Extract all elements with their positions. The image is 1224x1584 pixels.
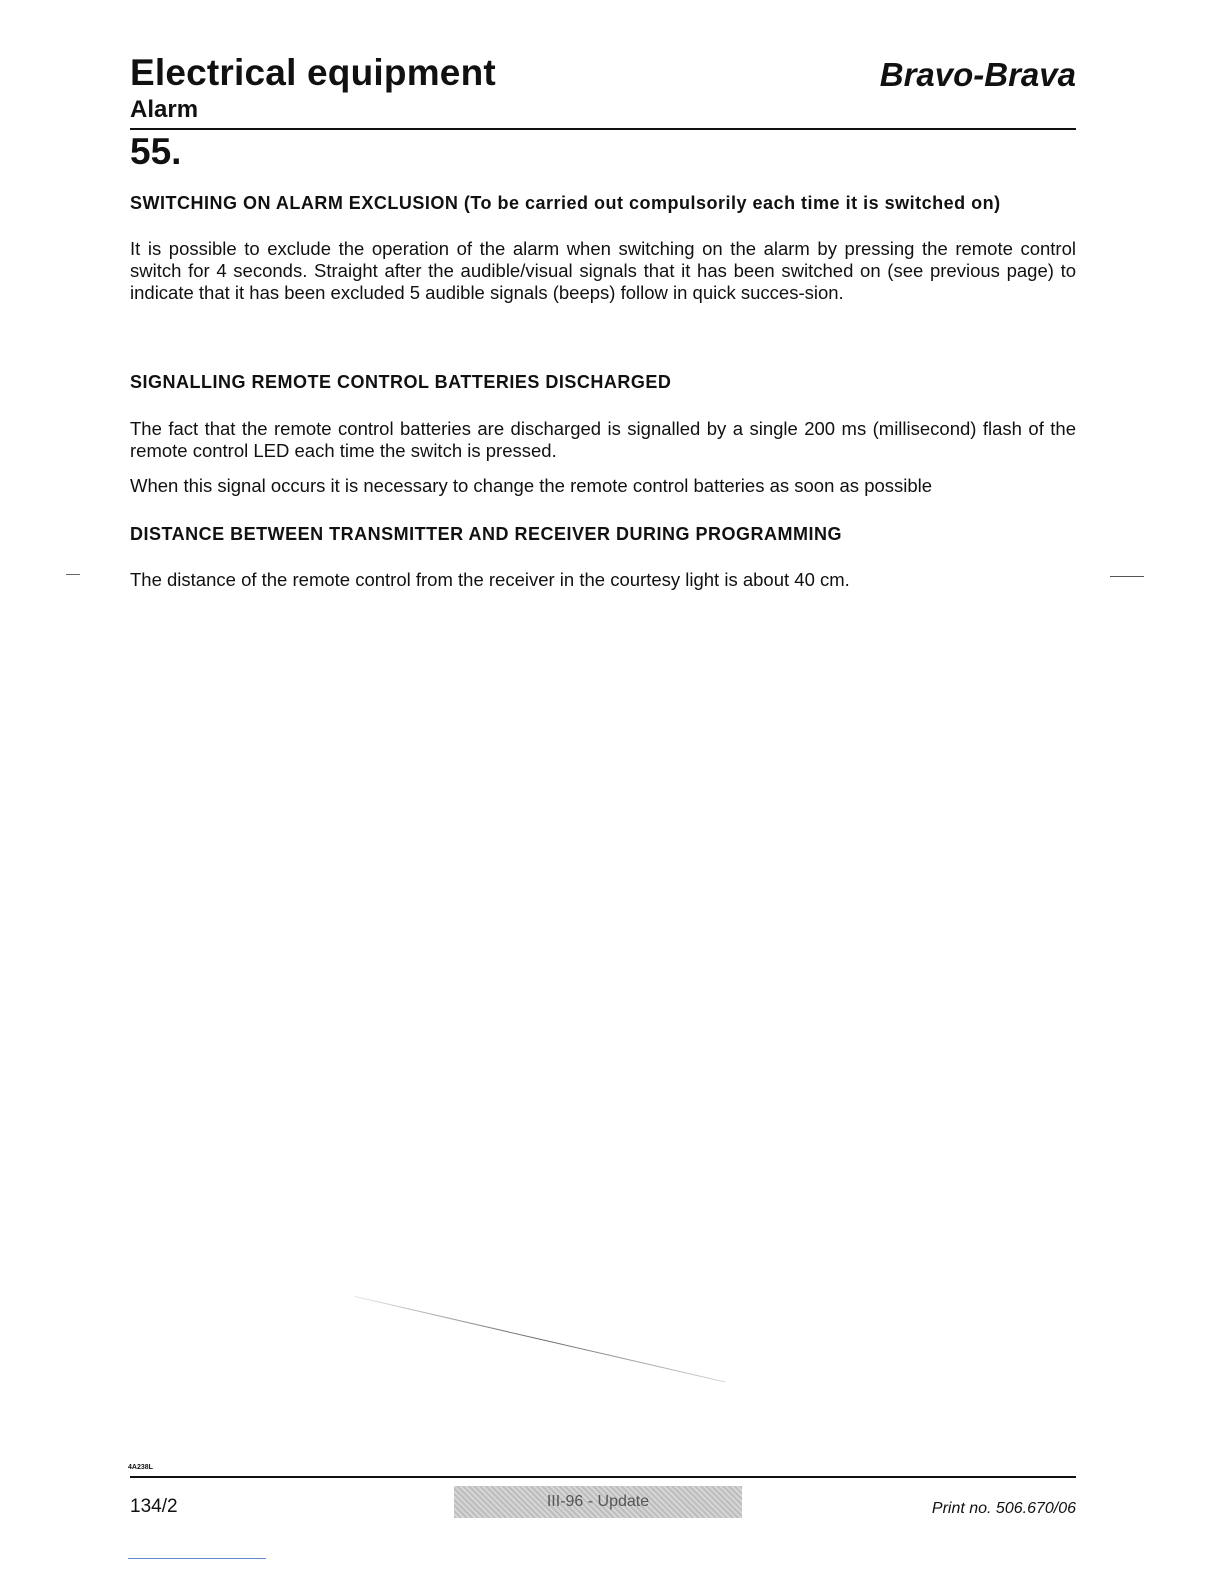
model-name: Bravo-Brava [879, 56, 1076, 93]
scan-artifact-line [355, 1296, 725, 1382]
margin-mark [66, 574, 80, 575]
footer-rule [130, 1476, 1076, 1478]
header-rule [130, 128, 1076, 130]
section-paragraph: It is possible to exclude the operation of the alarm when switching on the alarm by pressing the remote control switch for 4 seconds. Straight after the audible/visual signals that it has been switched on (see previous page) to indicate that it has been excluded 5 audible signals (beeps) follow in quick succes-sion. [130, 238, 1076, 303]
section-heading-batteries: SIGNALLING REMOTE CONTROL BATTERIES DISCHARGED [130, 372, 672, 392]
section-subtitle: Alarm [130, 96, 199, 123]
section-heading-alarm-exclusion: SWITCHING ON ALARM EXCLUSION (To be carried out compulsorily each time it is switched on) [130, 193, 1001, 213]
margin-mark [1110, 576, 1144, 577]
document-title: Electrical equipment [130, 52, 496, 93]
section-paragraph: The fact that the remote control batteries are discharged is signalled by a single 200 ms (millisecond) flash of the remote control LED each time the switch is pressed. [130, 418, 1076, 461]
update-badge [454, 1486, 742, 1518]
section-heading-distance: DISTANCE BETWEEN TRANSMITTER AND RECEIVER DURING PROGRAMMING [130, 524, 843, 544]
section-paragraph: When this signal occurs it is necessary to change the remote control batteries as soon as possible [130, 475, 933, 496]
update-badge-label: III-96 - Update [546, 1493, 650, 1510]
section-paragraph: The distance of the remote control from the receiver in the courtesy light is about 40 cm. [130, 569, 850, 590]
section-number: 55. [130, 131, 182, 172]
document-code: 4A238L [128, 1464, 153, 1471]
page-number: 134/2 [130, 1496, 178, 1517]
print-number: Print no. 506.670/06 [931, 1500, 1076, 1517]
link-underline [128, 1558, 266, 1559]
